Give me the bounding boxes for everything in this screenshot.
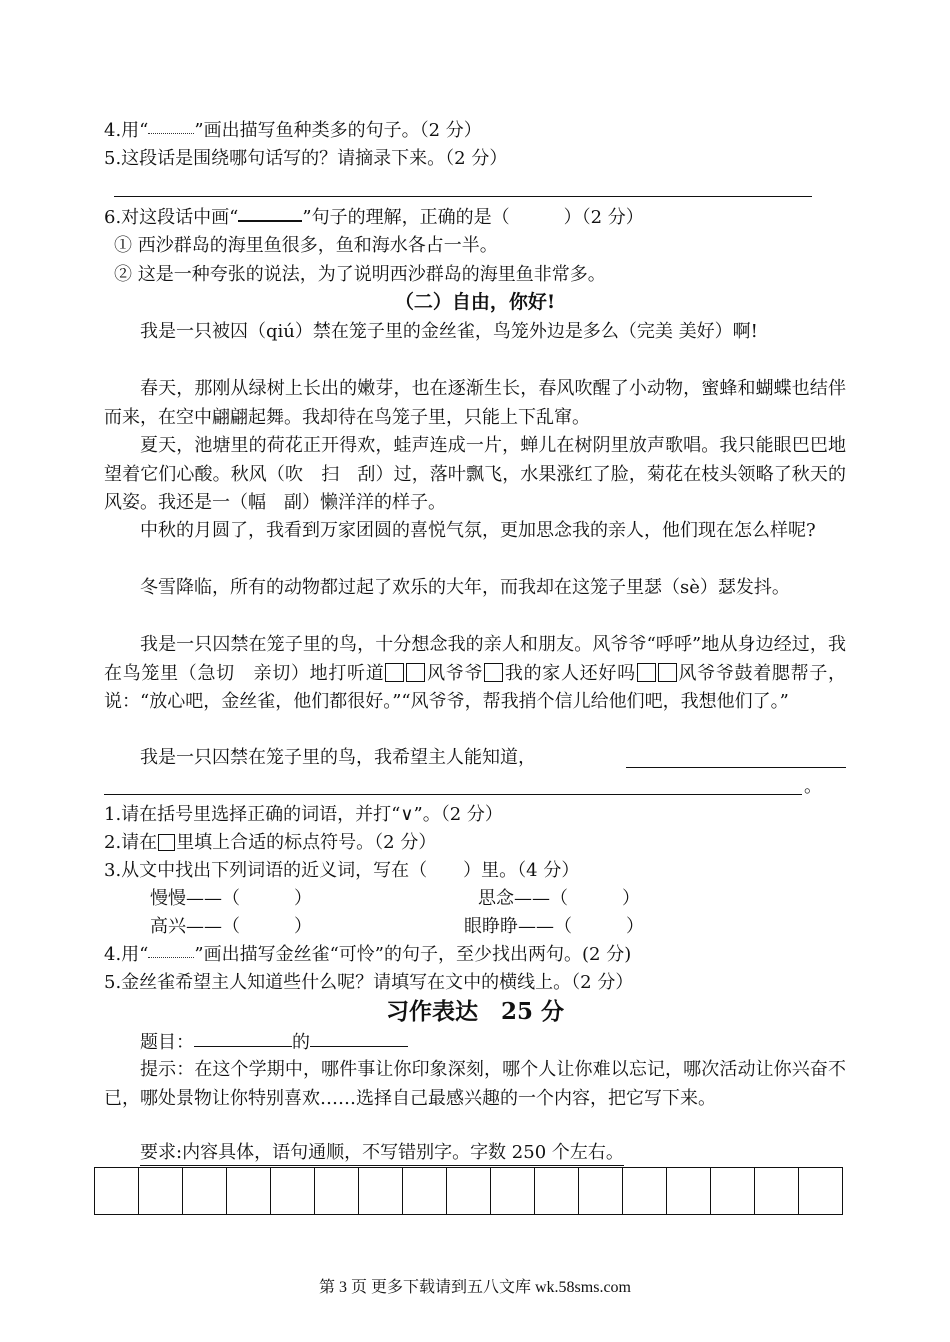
synonym-helplessly[interactable]: 眼睁睁——（ ） [464, 916, 644, 937]
writing-requirement: 要求:内容具体，语句通顺，不写错别字。字数 250 个左右。 [140, 1141, 624, 1166]
topic-blank-1[interactable] [194, 1030, 292, 1047]
writing-hint: 提示：在这个学期中，哪件事让你印象深刻，哪个人让你难以忘记，哪次活动让你兴奋不已，哪处景物让你特别喜欢……选择自己最感兴趣的一个内容，把它写下来。 [104, 1059, 846, 1109]
straight-underline-mark [238, 204, 302, 222]
page-footer: 第 3 页 更多下载请到五八文库 wk.58sms.com [318, 1279, 631, 1296]
passage-paragraph-4: 中秋的月圆了，我看到万家团圆的喜悦气氛，更加思念我的亲人，他们现在怎么样呢? [140, 520, 816, 541]
passage-paragraph-6: 我是一只囚禁在笼子里的鸟，十分想念我的亲人和朋友。风爷爷“呼呼”地从身边经过，我在鸟笼里（急切 亲切）地打听道 风爷爷 我的家人还好吗 风爷爷鼓着腮帮子，说：“放心吧，金丝雀，他们都很好。”“风爷爷，帮我捎个信儿给他们吧，我想他们了。” [104, 634, 847, 712]
passage-paragraph-5: 冬雪降临，所有的动物都过起了欢乐的大年，而我却在这笼子里瑟（sè）瑟发抖。 [140, 577, 790, 598]
option-1: ① 西沙群岛的海里鱼很多，鱼和海水各占一半。 [114, 235, 498, 256]
section-title-freedom: （二）自由，你好! [394, 291, 556, 313]
passage-paragraph-2: 春天，那刚从绿树上长出的嫩芽，也在逐渐生长，春风吹醒了小动物，蜜蜂和蝴蝶也结伴而来，在空中翩翩起舞。我却待在鸟笼子里，只能上下乱窜。 [104, 378, 846, 428]
section2-question-3: 3.从文中找出下列词语的近义词，写在（ ）里。（4 分） [104, 860, 580, 881]
section2-question-4: 4.用“ ”画出描写金丝雀“可怜”的句子，至少找出两句。(2 分) [104, 944, 632, 965]
option-2: ② 这是一种夸张的说法，为了说明西沙群岛的海里鱼非常多。 [114, 264, 606, 285]
answer-line-q5[interactable] [114, 196, 812, 197]
grid-cell[interactable] [447, 1168, 491, 1215]
question-5-topic-sentence: 5.这段话是围绕哪句话写的？请摘录下来。（2 分） [104, 148, 508, 169]
grid-row [95, 1168, 843, 1215]
passage-paragraph-3: 夏天，池塘里的荷花正开得欢，蛙声连成一片，蝉儿在树阴里放声歌唱。我只能眼巴巴地望着它们心酸。秋风（吹 扫 刮）过，落叶飘飞，水果涨红了脸，菊花在枝头领略了秋天的风姿。我还是一（幅 副）懒洋洋的样子。 [104, 435, 846, 513]
grid-cell[interactable] [271, 1168, 315, 1215]
synonym-slowly[interactable]: 慢慢——（ ） [150, 888, 312, 909]
writing-topic: 题目： 的 [140, 1030, 408, 1056]
question-6-understanding: 6.对这段话中画“ ”句子的理解，正确的是（ ）（2 分） [104, 204, 644, 231]
punctuation-box[interactable] [406, 663, 425, 682]
punctuation-box[interactable] [637, 663, 656, 682]
punctuation-box[interactable] [484, 663, 503, 682]
punctuation-box[interactable] [385, 663, 404, 682]
grid-cell[interactable] [183, 1168, 227, 1215]
grid-cell[interactable] [579, 1168, 623, 1215]
composition-grid[interactable] [94, 1167, 843, 1215]
grid-cell[interactable] [799, 1168, 843, 1215]
passage-paragraph-7: 我是一只囚禁在笼子里的鸟，我希望主人能知道， [140, 747, 536, 768]
section2-question-1: 1.请在括号里选择正确的词语，并打“∨”。（2 分） [104, 804, 503, 825]
grid-cell[interactable] [95, 1168, 139, 1215]
wavy-underline-mark [148, 119, 194, 134]
grid-cell[interactable] [667, 1168, 711, 1215]
punctuation-box-icon [158, 834, 175, 851]
grid-cell[interactable] [623, 1168, 667, 1215]
grid-cell[interactable] [359, 1168, 403, 1215]
wavy-underline-mark [148, 943, 194, 958]
topic-blank-2[interactable] [310, 1030, 408, 1047]
writing-section-title: 习作表达 25 分 [385, 998, 564, 1025]
question-4-fish: 4.用“ ”画出描写鱼种类多的句子。（2 分） [104, 120, 482, 141]
grid-cell[interactable] [711, 1168, 755, 1215]
section2-question-2: 2.请在 里填上合适的标点符号。（2 分） [104, 832, 437, 853]
grid-cell[interactable] [227, 1168, 271, 1215]
grid-cell[interactable] [535, 1168, 579, 1215]
grid-cell[interactable] [139, 1168, 183, 1215]
grid-cell[interactable] [315, 1168, 359, 1215]
grid-cell[interactable] [403, 1168, 447, 1215]
grid-cell[interactable] [491, 1168, 535, 1215]
punctuation-box[interactable] [658, 663, 677, 682]
passage-paragraph-1: 我是一只被囚（qiú）禁在笼子里的金丝雀，鸟笼外边是多么（完美 美好）啊! [140, 321, 758, 342]
grid-cell[interactable] [755, 1168, 799, 1215]
answer-line-wish-2[interactable] [104, 794, 802, 795]
period-mark: 。 [804, 776, 822, 797]
answer-line-wish-1[interactable] [626, 767, 846, 768]
section2-question-5: 5.金丝雀希望主人知道些什么呢？请填写在文中的横线上。（2 分） [104, 972, 634, 993]
synonym-miss[interactable]: 思念——（ ） [478, 888, 640, 909]
synonym-happy[interactable]: 高兴——（ ） [150, 916, 312, 937]
